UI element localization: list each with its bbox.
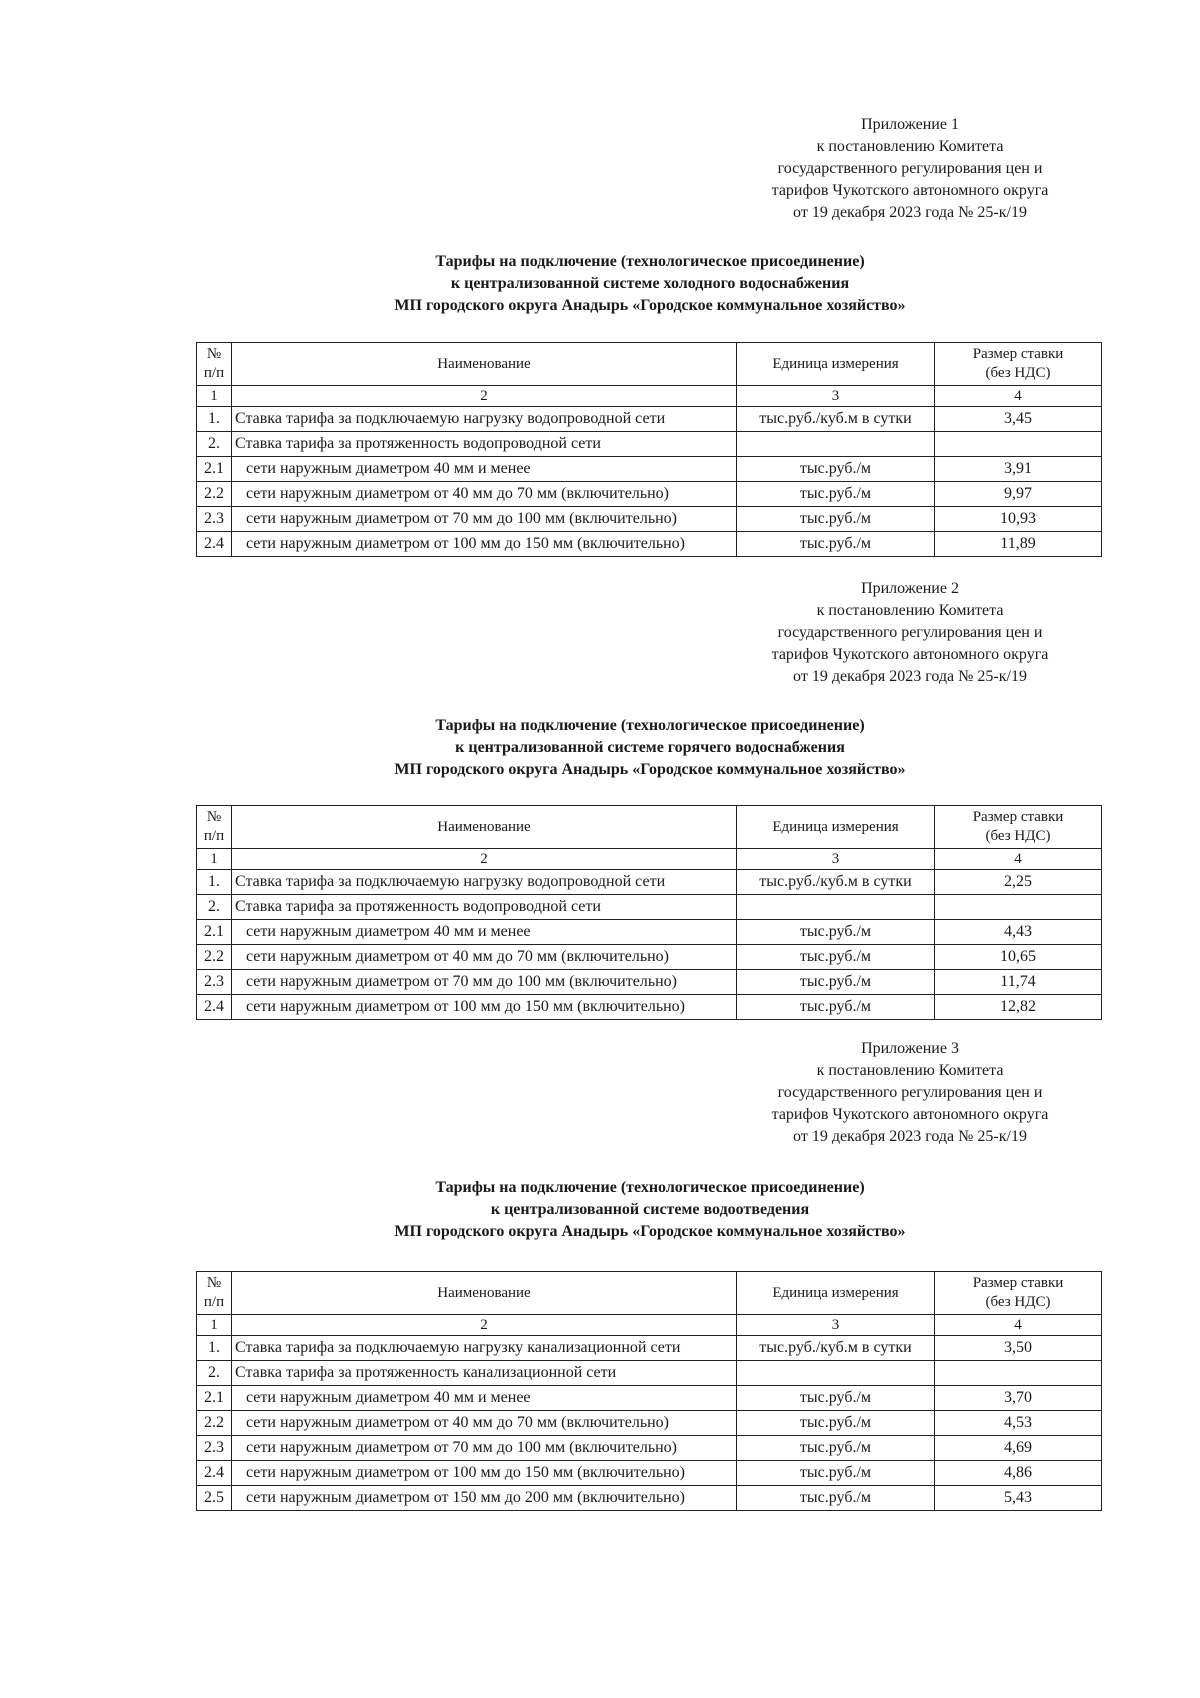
- appendix-header-1: [740, 114, 1080, 224]
- table-row: [197, 507, 1102, 532]
- row-name: сети наружным диаметром 40 мм и менее: [232, 1386, 737, 1411]
- header-name: Наименование: [232, 806, 737, 849]
- column-number: 1: [197, 1315, 232, 1336]
- row-name: сети наружным диаметром 40 мм и менее: [232, 457, 737, 482]
- appendix-line: тарифов Чукотского автономного округа: [771, 182, 1049, 199]
- row-number: 1.: [197, 870, 232, 895]
- row-rate: 3,91: [935, 457, 1102, 482]
- row-unit: [737, 1361, 935, 1386]
- row-unit: тыс.руб./куб.м в сутки: [737, 870, 935, 895]
- row-number: 1.: [197, 407, 232, 432]
- row-number: 2.4: [197, 1461, 232, 1486]
- table-row: [197, 945, 1102, 970]
- row-unit: тыс.руб./куб.м в сутки: [737, 1336, 935, 1361]
- header-no: № п/п: [197, 806, 232, 849]
- title-line: МП городского округа Анадырь «Городское коммунальное хозяйство»: [394, 297, 906, 314]
- table-row: [197, 432, 1102, 457]
- row-rate: 3,45: [935, 407, 1102, 432]
- column-number: 4: [935, 1315, 1102, 1336]
- row-number: 2.2: [197, 945, 232, 970]
- table-row: [197, 995, 1102, 1020]
- table-row: [197, 532, 1102, 557]
- appendix-date: от 19 декабря 2023 года № 25-к/19: [793, 204, 1027, 221]
- row-name: сети наружным диаметром от 100 мм до 150 мм (включительно): [232, 995, 737, 1020]
- table-row: [197, 1361, 1102, 1386]
- appendix-line: государственного регулирования цен и: [777, 1084, 1043, 1101]
- row-rate: 4,43: [935, 920, 1102, 945]
- row-unit: [737, 895, 935, 920]
- row-number: 1.: [197, 1336, 232, 1361]
- column-number: 3: [737, 386, 935, 407]
- row-unit: тыс.руб./м: [737, 457, 935, 482]
- row-name: сети наружным диаметром от 40 мм до 70 мм (включительно): [232, 945, 737, 970]
- row-rate: 2,25: [935, 870, 1102, 895]
- row-unit: тыс.руб./м: [737, 532, 935, 557]
- row-rate: [935, 895, 1102, 920]
- row-number: 2.: [197, 895, 232, 920]
- appendix-line: тарифов Чукотского автономного округа: [771, 646, 1049, 663]
- row-unit: тыс.руб./м: [737, 970, 935, 995]
- header-no: № п/п: [197, 343, 232, 386]
- row-number: 2.4: [197, 995, 232, 1020]
- table-row: [197, 407, 1102, 432]
- row-unit: тыс.руб./м: [737, 945, 935, 970]
- title-line: Тарифы на подключение (технологическое присоединение): [435, 1179, 865, 1196]
- table-row: [197, 1436, 1102, 1461]
- row-rate: 10,65: [935, 945, 1102, 970]
- table-row: [197, 1336, 1102, 1361]
- row-name: сети наружным диаметром 40 мм и менее: [232, 920, 737, 945]
- row-unit: тыс.руб./куб.м в сутки: [737, 407, 935, 432]
- row-rate: 10,93: [935, 507, 1102, 532]
- table-row: [197, 895, 1102, 920]
- table-row: [197, 1461, 1102, 1486]
- header-name: Наименование: [232, 1272, 737, 1315]
- column-number: 2: [232, 1315, 737, 1336]
- row-rate: 12,82: [935, 995, 1102, 1020]
- table-header-row: [197, 343, 1102, 386]
- header-name: Наименование: [232, 343, 737, 386]
- row-unit: тыс.руб./м: [737, 1461, 935, 1486]
- row-number: 2.1: [197, 1386, 232, 1411]
- tariff-table-1: [196, 342, 1102, 557]
- column-number: 1: [197, 386, 232, 407]
- header-unit: Единица измерения: [737, 806, 935, 849]
- appendix-header-3: [740, 1038, 1080, 1148]
- row-number: 2.1: [197, 457, 232, 482]
- column-number: 2: [232, 386, 737, 407]
- row-rate: 11,89: [935, 532, 1102, 557]
- tariff-table-3: [196, 1271, 1102, 1511]
- row-name: Ставка тарифа за протяженность канализационной сети: [232, 1361, 737, 1386]
- row-name: сети наружным диаметром от 40 мм до 70 мм (включительно): [232, 482, 737, 507]
- table-row: [197, 920, 1102, 945]
- row-name: сети наружным диаметром от 70 мм до 100 мм (включительно): [232, 1436, 737, 1461]
- appendix-date: от 19 декабря 2023 года № 25-к/19: [793, 1128, 1027, 1145]
- header-rate: Размер ставки (без НДС): [935, 806, 1102, 849]
- row-rate: 11,74: [935, 970, 1102, 995]
- row-name: сети наружным диаметром от 100 мм до 150 мм (включительно): [232, 1461, 737, 1486]
- table-row: [197, 1486, 1102, 1511]
- column-numbers-row: [197, 849, 1102, 870]
- row-number: 2.3: [197, 507, 232, 532]
- row-rate: 3,50: [935, 1336, 1102, 1361]
- appendix-date: от 19 декабря 2023 года № 25-к/19: [793, 668, 1027, 685]
- column-number: 3: [737, 1315, 935, 1336]
- appendix-line: к постановлению Комитета: [816, 1062, 1004, 1079]
- row-unit: [737, 432, 935, 457]
- table-title-2: [200, 715, 1100, 781]
- table-header-row: [197, 806, 1102, 849]
- table-header-row: [197, 1272, 1102, 1315]
- title-line: МП городского округа Анадырь «Городское коммунальное хозяйство»: [394, 761, 906, 778]
- appendix-line: тарифов Чукотского автономного округа: [771, 1106, 1049, 1123]
- row-rate: [935, 1361, 1102, 1386]
- row-rate: 3,70: [935, 1386, 1102, 1411]
- table-row: [197, 970, 1102, 995]
- appendix-number: Приложение 1: [861, 116, 959, 133]
- title-line: к централизованной системе водоотведения: [490, 1201, 810, 1218]
- table-row: [197, 457, 1102, 482]
- column-numbers-row: [197, 386, 1102, 407]
- row-unit: тыс.руб./м: [737, 920, 935, 945]
- row-number: 2.1: [197, 920, 232, 945]
- table-row: [197, 1386, 1102, 1411]
- table-title-1: [200, 251, 1100, 317]
- row-number: 2.2: [197, 1411, 232, 1436]
- header-rate: Размер ставки (без НДС): [935, 1272, 1102, 1315]
- header-unit: Единица измерения: [737, 343, 935, 386]
- row-name: сети наружным диаметром от 40 мм до 70 мм (включительно): [232, 1411, 737, 1436]
- row-rate: 5,43: [935, 1486, 1102, 1511]
- title-line: к централизованной системе горячего водоснабжения: [455, 739, 845, 756]
- table-row: [197, 1411, 1102, 1436]
- column-number: 4: [935, 386, 1102, 407]
- row-number: 2.2: [197, 482, 232, 507]
- header-unit: Единица измерения: [737, 1272, 935, 1315]
- row-number: 2.: [197, 432, 232, 457]
- row-rate: [935, 432, 1102, 457]
- row-unit: тыс.руб./м: [737, 1486, 935, 1511]
- table-row: [197, 870, 1102, 895]
- table-title-3: [200, 1177, 1100, 1243]
- row-unit: тыс.руб./м: [737, 1386, 935, 1411]
- row-name: Ставка тарифа за подключаемую нагрузку водопроводной сети: [232, 870, 737, 895]
- appendix-number: Приложение 3: [861, 1040, 959, 1057]
- column-number: 3: [737, 849, 935, 870]
- appendix-line: государственного регулирования цен и: [777, 160, 1043, 177]
- title-line: Тарифы на подключение (технологическое присоединение): [435, 253, 865, 270]
- row-number: 2.: [197, 1361, 232, 1386]
- column-number: 4: [935, 849, 1102, 870]
- appendix-line: к постановлению Комитета: [816, 602, 1004, 619]
- row-name: сети наружным диаметром от 150 мм до 200 мм (включительно): [232, 1486, 737, 1511]
- row-name: Ставка тарифа за протяженность водопроводной сети: [232, 432, 737, 457]
- row-name: Ставка тарифа за подключаемую нагрузку канализационной сети: [232, 1336, 737, 1361]
- appendix-header-2: [740, 578, 1080, 688]
- appendix-line: к постановлению Комитета: [816, 138, 1004, 155]
- row-name: сети наружным диаметром от 70 мм до 100 мм (включительно): [232, 970, 737, 995]
- row-rate: 4,53: [935, 1411, 1102, 1436]
- row-rate: 4,69: [935, 1436, 1102, 1461]
- column-number: 1: [197, 849, 232, 870]
- row-unit: тыс.руб./м: [737, 482, 935, 507]
- row-name: сети наружным диаметром от 70 мм до 100 мм (включительно): [232, 507, 737, 532]
- row-name: сети наружным диаметром от 100 мм до 150 мм (включительно): [232, 532, 737, 557]
- tariff-table-2: [196, 805, 1102, 1020]
- row-unit: тыс.руб./м: [737, 507, 935, 532]
- row-number: 2.3: [197, 970, 232, 995]
- column-numbers-row: [197, 1315, 1102, 1336]
- row-rate: 4,86: [935, 1461, 1102, 1486]
- row-number: 2.4: [197, 532, 232, 557]
- row-unit: тыс.руб./м: [737, 995, 935, 1020]
- row-name: Ставка тарифа за протяженность водопроводной сети: [232, 895, 737, 920]
- table-row: [197, 482, 1102, 507]
- row-name: Ставка тарифа за подключаемую нагрузку водопроводной сети: [232, 407, 737, 432]
- appendix-number: Приложение 2: [861, 580, 959, 597]
- row-unit: тыс.руб./м: [737, 1436, 935, 1461]
- row-unit: тыс.руб./м: [737, 1411, 935, 1436]
- column-number: 2: [232, 849, 737, 870]
- header-no: № п/п: [197, 1272, 232, 1315]
- title-line: МП городского округа Анадырь «Городское коммунальное хозяйство»: [394, 1223, 906, 1240]
- row-number: 2.5: [197, 1486, 232, 1511]
- title-line: Тарифы на подключение (технологическое присоединение): [435, 717, 865, 734]
- row-rate: 9,97: [935, 482, 1102, 507]
- appendix-line: государственного регулирования цен и: [777, 624, 1043, 641]
- title-line: к централизованной системе холодного водоснабжения: [450, 275, 850, 292]
- row-number: 2.3: [197, 1436, 232, 1461]
- header-rate: Размер ставки (без НДС): [935, 343, 1102, 386]
